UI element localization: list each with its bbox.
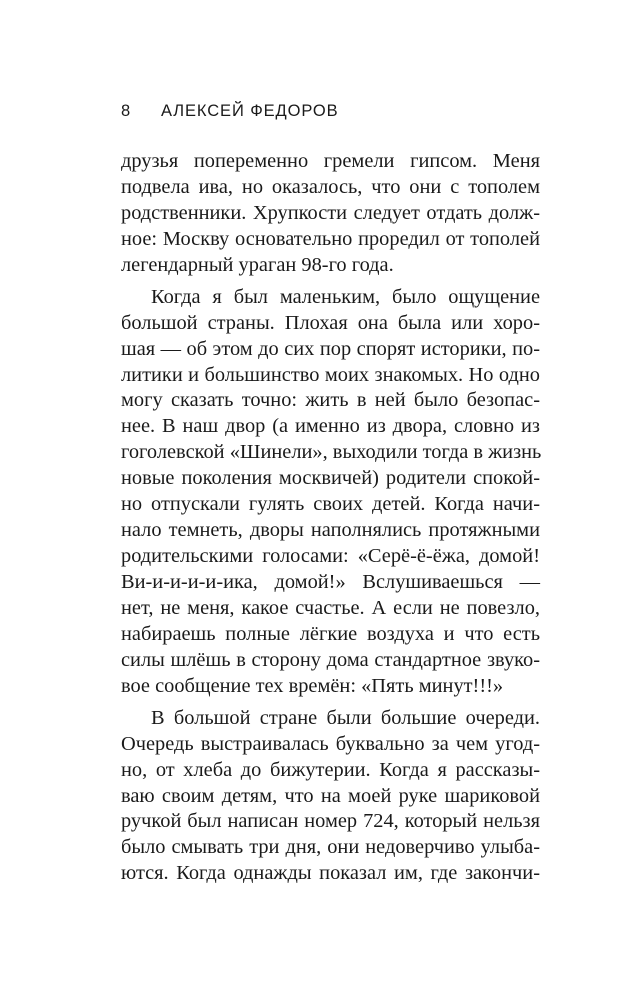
text-line: Ви-и-и-и-и-ика, домой!» Вслушиваешься — <box>121 571 540 593</box>
running-head <box>121 98 541 124</box>
text-line: ваю своим детям, что на моей руке шариковой <box>121 784 540 807</box>
text-line: шая — об этом до сих пор спорят историки, по- <box>121 337 540 360</box>
text-line: друзья попеременно гремели гипсом. Меня <box>121 150 540 172</box>
text-line: было смывать три дня, они недоверчиво улыба- <box>121 836 540 859</box>
text-line: Когда я был маленьким, было ощущение <box>151 285 540 308</box>
text-line: В большой стране были большие очереди. <box>151 706 540 729</box>
text-line: нало темнеть, дворы наполнялись протяжными <box>121 519 540 542</box>
paragraph <box>121 706 540 888</box>
text-line: нее. В наш двор (а именно из двора, словно из <box>121 415 540 438</box>
paragraph <box>121 285 540 700</box>
text-line: родительскими голосами: «Серё-ё-ёжа, домой! <box>121 545 540 568</box>
text-line: набираешь полные лёгкие воздуха и что есть <box>121 622 540 645</box>
text-line: силы шлёшь в сторону дома стандартное звуко- <box>121 648 540 671</box>
text-line: но отпускали гулять своих детей. Когда начи- <box>121 493 540 516</box>
paragraph <box>121 149 540 279</box>
text-line: большой страны. Плохая она была или хоро- <box>121 311 540 334</box>
text-line: подвела ива, но оказалось, что они с тополем <box>121 175 540 198</box>
text-line: нет, не меня, какое счастье. А если не повезло, <box>121 596 540 619</box>
text-line: ются. Когда однажды показал им, где закончи- <box>121 862 540 885</box>
text-line: гоголевской «Шинели», выходили тогда в жизнь <box>121 441 542 464</box>
body-text <box>121 149 540 887</box>
text-line: вое сообщение тех времён: «Пять минут!!!» <box>121 674 504 697</box>
text-line: новые поколения москвичей) родители спокой- <box>121 467 540 490</box>
page-number: 8 <box>121 101 132 120</box>
text-line: могу сказать точно: жить в ней было безопас- <box>121 389 540 412</box>
text-line: Очередь выстраивалась буквально за чем угод- <box>121 732 540 755</box>
text-line: легендарный ураган 98-го года. <box>121 253 394 276</box>
text-line: ное: Москву основательно проредил от тополей <box>121 227 540 250</box>
text-line: литики и большинство моих знакомых. Но одно <box>121 363 540 386</box>
text-line: ручкой был написан номер 724, который нельзя <box>121 810 540 833</box>
text-line: но, от хлеба до бижутерии. Когда я рассказы- <box>121 758 540 781</box>
author-name: АЛЕКСЕЙ ФЕДОРОВ <box>161 101 339 120</box>
text-line: родственники. Хрупкости следует отдать долж- <box>121 201 540 224</box>
